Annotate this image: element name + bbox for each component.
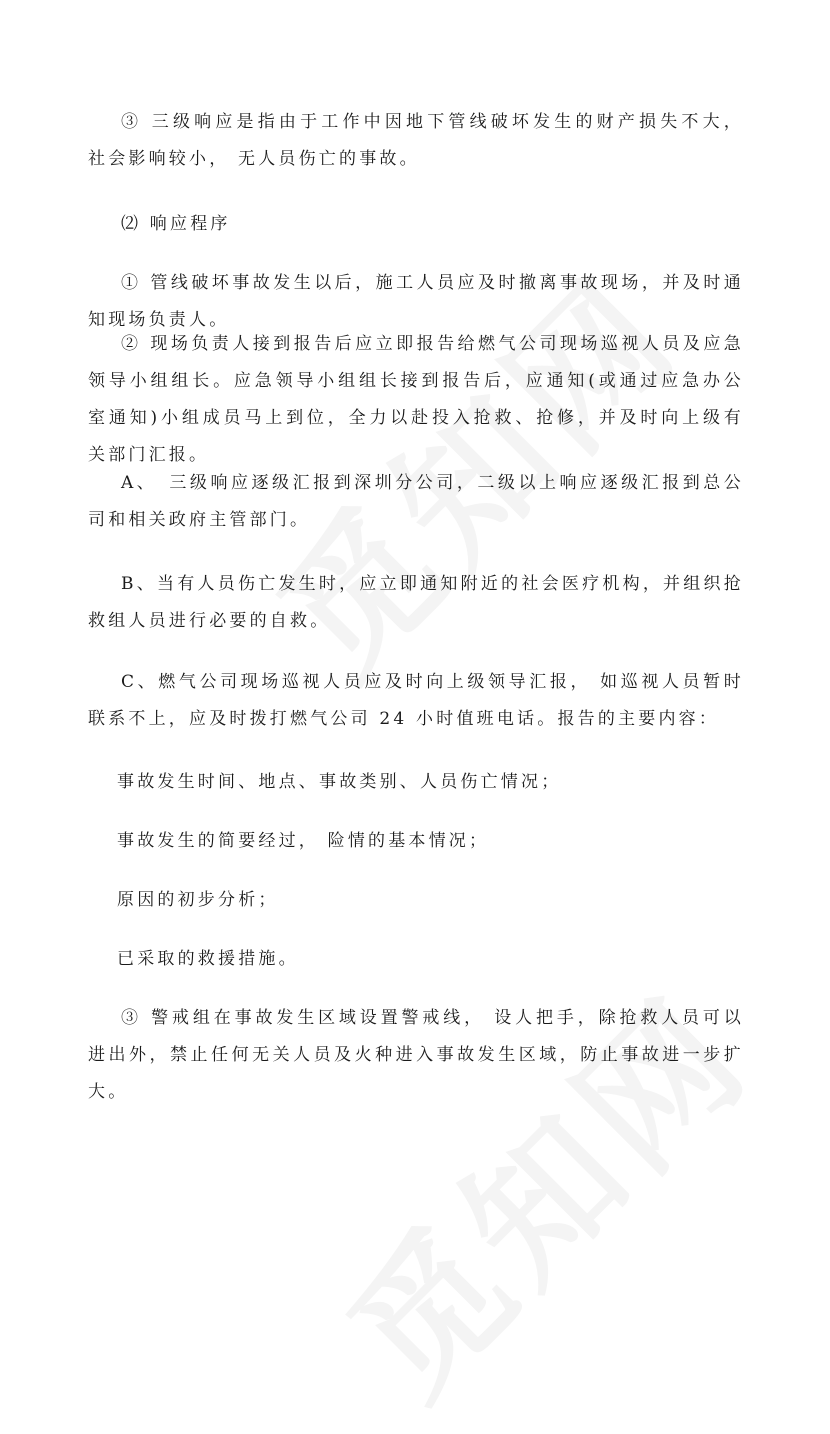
- heading-response-procedure: ⑵ 响应程序: [121, 214, 231, 234]
- report-content-time-location: 事故发生时间、地点、事故类别、人员伤亡情况；: [117, 772, 562, 792]
- paragraph-step-1: ① 管线破坏事故发生以后，施工人员应及时撤离事故现场，并及时通知现场负责人。: [88, 273, 744, 330]
- paragraph-item-a: A、 三级响应逐级汇报到深圳分公司，二级以上响应逐级汇报到总公司和相关政府主管部门。: [88, 473, 744, 530]
- paragraph-step-2: ② 现场负责人接到报告后应立即报告给燃气公司现场巡视人员及应急领导小组组长。应急领导小组组长接到报告后，应通知(或通过应急办公室通知)小组成员马上到位，全力以赴投入抢救、抢修，并及时向上级有关部门汇报。: [88, 334, 744, 465]
- paragraph-level3-response: ③ 三级响应是指由于工作中因地下管线破坏发生的财产损失不大， 社会影响较小， 无人员伤亡的事故。: [88, 112, 744, 169]
- report-content-cause: 原因的初步分析；: [117, 890, 279, 910]
- report-content-brief: 事故发生的简要经过， 险情的基本情况；: [117, 831, 490, 851]
- report-content-measures: 已采取的救援措施。: [117, 949, 299, 969]
- paragraph-item-c: C、燃气公司现场巡视人员应及时向上级领导汇报， 如巡视人员暂时联系不上，应及时拨打燃气公司 24 小时值班电话。报告的主要内容：: [88, 672, 744, 729]
- paragraph-item-b: B、当有人员伤亡发生时，应立即通知附近的社会医疗机构，并组织抢救组人员进行必要的自救。: [88, 574, 744, 631]
- paragraph-step-3-cordon: ③ 警戒组在事故发生区域设置警戒线， 设人把手，除抢救人员可以进出外，禁止任何无关人员及火种进入事故发生区域，防止事故进一步扩大。: [88, 1008, 744, 1102]
